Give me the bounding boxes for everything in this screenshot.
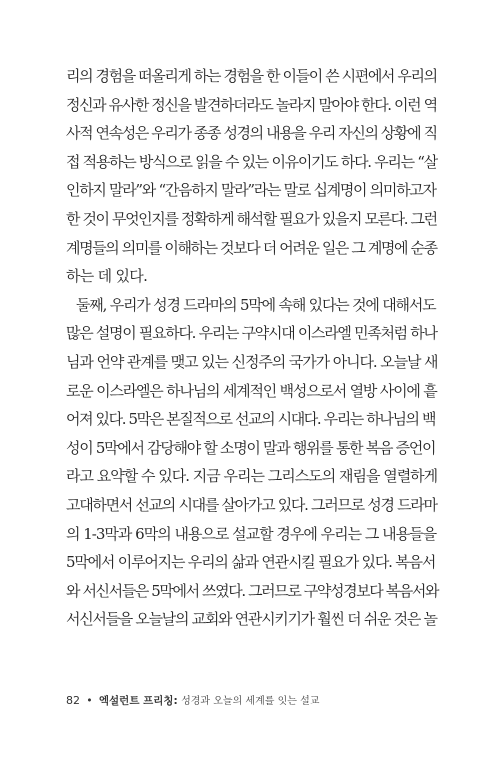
text-line: 리의 경험을 떠올리게 하는 경험을 한 이들이 쓴 시편에서 우리의	[66, 67, 437, 85]
text-line: 한 것이 무엇인지를 정확하게 해석할 필요가 있을지 모른다. 그런	[66, 209, 437, 228]
footer-bullet: •	[86, 695, 93, 707]
text-line: 라고 요약할 수 있다. 지금 우리는 그리스도의 재림을 열렬하게	[66, 467, 438, 486]
page-number: 82	[66, 694, 80, 707]
text-line: 서신서들을 오늘날의 교회와 연관시키기가 훨씬 더 쉬운 것은 놀	[66, 610, 437, 629]
text-line: 접 적용하는 방식으로 읽을 수 있는 이유이기도 하다. 우리는 “살	[66, 152, 437, 171]
text-line: 성이 5막에서 감당해야 할 소명이 말과 행위를 통한 복음 증언이	[66, 438, 436, 457]
body-text	[66, 62, 438, 634]
text-line: 하는 데 있다.	[66, 267, 148, 286]
page-footer	[66, 693, 319, 709]
text-line: 인하지 말라”와 “간음하지 말라”라는 말로 십계명이 의미하고자	[66, 181, 436, 200]
text-line: 어져 있다. 5막은 본질적으로 선교의 시대다. 우리는 하나님의 백	[66, 410, 436, 429]
text-line: 로운 이스라엘은 하나님의 세계적인 백성으로서 열방 사이에 흩	[66, 381, 437, 400]
text-line: 5막에서 이루어지는 우리의 삶과 연관시킬 필요가 있다. 복음서	[66, 553, 436, 572]
text-line: 사적 연속성은 우리가 종종 성경의 내용을 우리 자신의 상황에 직	[66, 124, 437, 143]
running-title: 엑설런트 프리칭:	[98, 695, 178, 707]
text-line: 계명들의 의미를 이해하는 것보다 더 어려운 일은 그 계명에 순종	[66, 238, 437, 257]
text-line: 고대하면서 선교의 시대를 살아가고 있다. 그러므로 성경 드라마	[66, 495, 437, 514]
text-line: 정신과 유사한 정신을 발견하더라도 놀라지 말아야 한다. 이런 역	[66, 95, 437, 114]
text-line: 와 서신서들은 5막에서 쓰였다. 그러므로 구약성경보다 복음서와	[66, 581, 439, 600]
text-line: 님과 언약 관계를 맺고 있는 신정주의 국가가 아니다. 오늘날 새	[66, 352, 438, 371]
running-subtitle: 성경과 오늘의 세계를 잇는 설교	[181, 696, 320, 707]
text-line: 의 1-3막과 6막의 내용으로 설교할 경우에 우리는 그 내용들을	[66, 524, 437, 543]
paragraph-start-line: 둘째, 우리가 성경 드라마의 5막에 속해 있다는 것에 대해서도	[76, 295, 436, 314]
text-line: 많은 설명이 필요하다. 우리는 구약시대 이스라엘 민족처럼 하나	[66, 324, 437, 343]
